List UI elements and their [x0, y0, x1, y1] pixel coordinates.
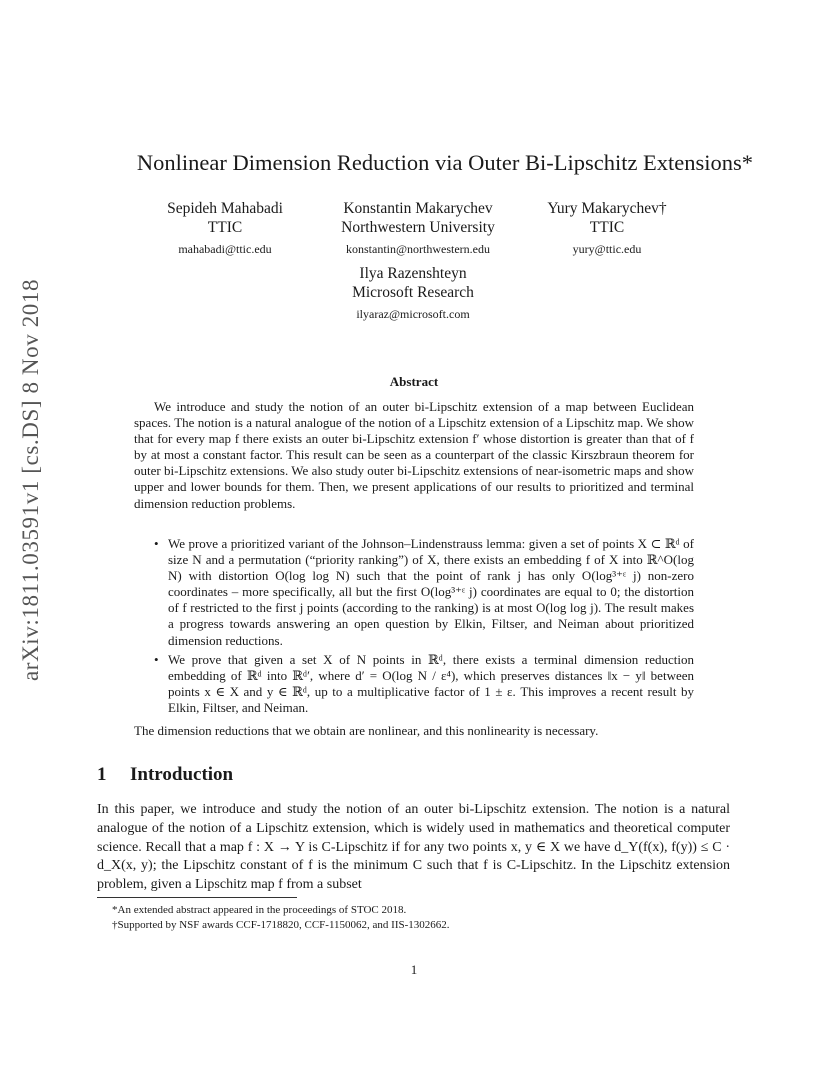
author-email: yury@ttic.edu — [572, 242, 642, 256]
abstract-paragraph: We introduce and study the notion of an outer bi-Lipschitz extension of a map between Euclidean spaces. The notion is a natural analogue of the notion of a Lipschitz extension of a Lipschitz map. We show that for every map f there exists an outer bi-Lipschitz extension f′ whose distortion is greater than that of f by at most a constant factor. This result can be seen as a counterpart of the classic Kirszbraun theorem for outer bi-Lipschitz extensions. We also study outer bi-Lipschitz extensions of near-isometric maps and show upper and lower bounds for them. Then, we present applications of our results to prioritized and terminal dimension reduction problems. — [134, 399, 694, 511]
abstract-bullet — [154, 536, 694, 649]
abstract-closing: The dimension reductions that we obtain are nonlinear, and this nonlinearity is necessary. — [134, 723, 599, 738]
paper-title: Nonlinear Dimension Reduction via Outer Bi-Lipschitz Extensions* — [136, 150, 754, 175]
abstract-heading: Abstract — [389, 374, 439, 389]
author-block-1 — [150, 199, 300, 259]
footnote: †Supported by NSF awards CCF-1718820, CCF-1150062, and IIS-1302662. — [112, 919, 450, 931]
author-block-2 — [318, 199, 518, 259]
author-block-4 — [333, 264, 493, 324]
author-block-3 — [532, 199, 682, 259]
author-name: Konstantin Makarychev — [343, 200, 493, 217]
footnote: *An extended abstract appeared in the proceedings of STOC 2018. — [112, 904, 407, 916]
section-heading — [97, 764, 233, 786]
author-affiliation: TTIC — [207, 219, 243, 236]
bullet-icon: • — [154, 536, 159, 551]
bullet-text: We prove that given a set X of N points in ℝᵈ, there exists a terminal dimension reduction embedding of ℝᵈ into ℝᵈ′, where d′ = O(log N / ε⁴), which preserves distances ‖x − y‖ between points x ∈ X and y ∈ ℝᵈ, up to a multiplicative factor of 1 ± ε. This improves a recent result by Elkin, Filtser, and Neiman. — [168, 652, 694, 716]
section-number: 1 — [97, 764, 107, 785]
author-affiliation: Microsoft Research — [352, 284, 474, 301]
footnote-divider — [97, 897, 297, 898]
author-name: Yury Makarychev† — [547, 200, 667, 217]
author-email: mahabadi@ttic.edu — [178, 242, 272, 256]
author-email: ilyaraz@microsoft.com — [356, 307, 470, 321]
intro-paragraph: In this paper, we introduce and study the notion of an outer bi-Lipschitz extension. The notion is a natural analogue of the notion of a Lipschitz extension, which is widely used in mathematics and theoretical computer science. Recall that a map f : X → Y is C-Lipschitz if for any two points x, y ∈ X we have d_Y(f(x), f(y)) ≤ C · d_X(x, y); the Lipschitz constant of f is the minimum C such that f is C-Lipschitz. In the Lipschitz extension problem, given a Lipschitz map f from a subset — [97, 802, 730, 893]
bullet-text: We prove a prioritized variant of the Johnson–Lindenstrauss lemma: given a set of points X ⊂ ℝᵈ of size N and a permutation (“priority ranking”) of X, there exists an embedding f of X into ℝ^O(log N) with distortion O(log log N) such that the point of rank j has only O(log³⁺ᵋ j) non-zero coordinates – more specifically, all but the first O(log³⁺ᵋ j) coordinates are equal to 0; the distortion of f restricted to the first j points (according to the ranking) is at most O(log log j). The result makes a progress towards answering an open question by Elkin, Filtser, and Neiman about prioritized dimension reductions. — [168, 536, 694, 648]
abstract-bullet — [154, 652, 694, 716]
abstract-text — [134, 399, 694, 512]
section-title: Introduction — [130, 764, 234, 785]
page-number: 1 — [410, 962, 418, 977]
arxiv-identifier: arXiv:1811.03591v1 [cs.DS] 8 Nov 2018 — [18, 278, 43, 682]
author-name: Sepideh Mahabadi — [167, 200, 283, 217]
author-affiliation: TTIC — [589, 219, 625, 236]
author-affiliation: Northwestern University — [341, 219, 495, 236]
bullet-icon: • — [154, 652, 159, 667]
author-email: konstantin@northwestern.edu — [345, 242, 491, 256]
author-name: Ilya Razenshteyn — [359, 265, 467, 282]
